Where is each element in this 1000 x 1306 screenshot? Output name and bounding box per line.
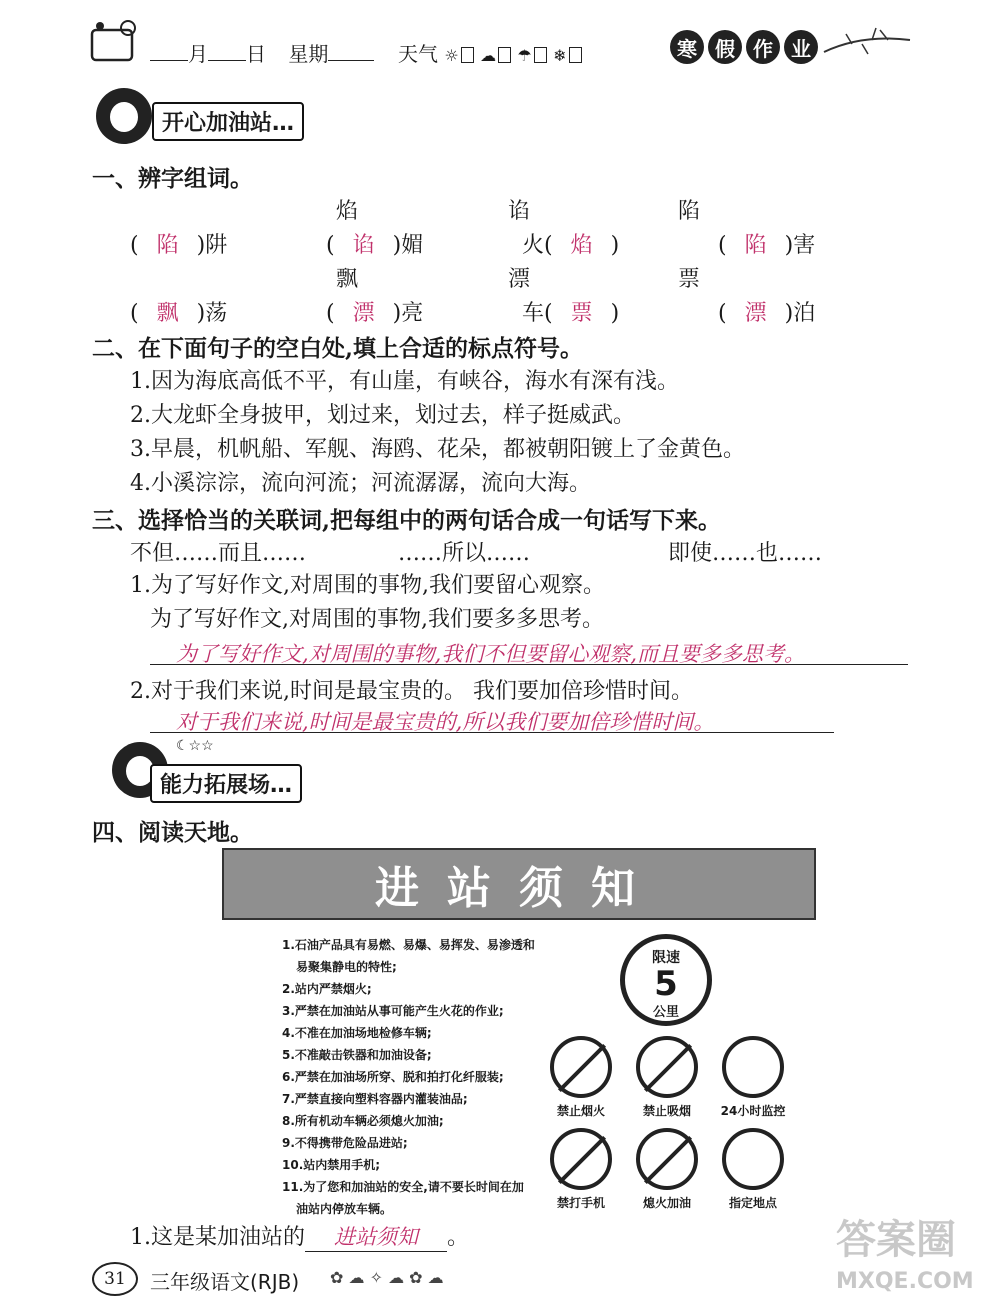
cloud-decoration-icon: ✿ ☁ ✧ ☁ ✿ ☁ — [330, 1268, 444, 1287]
notice-rule: 8.所有机动车辆必须熄火加油; — [282, 1114, 444, 1128]
q4-title: 四、阅读天地。 — [92, 819, 253, 846]
weather-checkbox[interactable] — [461, 47, 474, 63]
notice-rule: 油站内停放车辆。 — [296, 1202, 393, 1216]
q1-item: ( 飘 )荡 — [130, 301, 228, 326]
camera-icon — [722, 1036, 784, 1098]
q3-item1-answer: 为了写好作文,对周围的事物,我们不但要留心观察,而且要多多思考。 — [176, 642, 806, 666]
q2-sentence: 2.大龙虾全身披甲，划过来，划过去，样子挺威武。 — [130, 403, 635, 428]
notice-rule: 3.严禁在加油站从事可能产生火花的作业; — [282, 1004, 504, 1018]
badge-char: 寒 — [670, 30, 704, 64]
q3-item2: 2.对于我们来说,时间是最宝贵的。 我们要加倍珍惜时间。 — [130, 679, 693, 704]
notice-rule: 7.严禁直接向塑料容器内灌装油品; — [282, 1092, 468, 1106]
notice-rule: 9.不得携带危险品进站; — [282, 1136, 408, 1150]
q3-item1-b: 为了写好作文,对周围的事物,我们要多多思考。 — [150, 607, 604, 632]
weather-checkbox[interactable] — [569, 47, 582, 63]
q1-item: ( 陷 )阱 — [130, 233, 228, 258]
notice-rule: 10.站内禁用手机; — [282, 1158, 381, 1172]
engine-off-icon — [636, 1128, 698, 1190]
q1-group1-char: 焰 — [336, 199, 359, 224]
q1-group1-char: 陷 — [678, 199, 701, 224]
q1-item: ( 漂 )泊 — [718, 301, 816, 326]
stars-icon: ☾☆☆ — [176, 738, 214, 754]
page-number: 31 — [92, 1262, 138, 1296]
date-line: 月 日 星期 — [150, 38, 374, 67]
notice-rules — [282, 934, 582, 1220]
notice-rule: 11.为了您和加油站的安全,请不要长时间在加 — [282, 1180, 524, 1194]
q1-group2-char: 票 — [678, 267, 701, 292]
weather-checkbox[interactable] — [534, 47, 547, 63]
q3-option: ……所以…… — [398, 541, 531, 566]
penguin-mascot-icon — [96, 88, 152, 144]
winter-homework-badge — [670, 30, 818, 64]
q1-group2-char: 漂 — [508, 267, 531, 292]
section-banner-2: 能力拓展场… — [150, 764, 302, 803]
no-phone-icon — [550, 1128, 612, 1190]
watermark: 答案圈 MXQE.COM — [836, 1217, 974, 1294]
sign-label: 指定地点 — [728, 1196, 777, 1210]
sign-label: 禁止烟火 — [556, 1104, 605, 1118]
q1-item: ( 漂 )亮 — [326, 301, 424, 326]
q2-title: 二、在下面句子的空白处,填上合适的标点符号。 — [92, 335, 584, 362]
snow-icon: ❄ — [553, 46, 567, 65]
q3-item2-answer: 对于我们来说,时间是最宝贵的,所以我们要加倍珍惜时间。 — [176, 710, 715, 734]
notice-rule: 易聚集静电的特性; — [296, 960, 397, 974]
q3-title: 三、选择恰当的关联词,把每组中的两句话合成一句话写下来。 — [92, 507, 722, 534]
q3-option: 不但……而且…… — [130, 541, 307, 566]
notice-rule: 6.严禁在加油场所穿、脱和拍打化纤服装; — [282, 1070, 504, 1084]
notice-image — [222, 848, 816, 1218]
answer-line — [150, 732, 834, 733]
answer-line — [150, 664, 908, 665]
motorcycle-icon — [722, 1128, 784, 1190]
q2-sentence: 3.早晨，机帆船、军舰、海鸥、花朵，都被朝阳镀上了金黄色。 — [130, 437, 745, 462]
notice-rule: 2.站内严禁烟火; — [282, 982, 372, 996]
grade-label: 三年级语文(RJB) — [150, 1270, 300, 1294]
badge-char: 业 — [784, 30, 818, 64]
section-banner-1: 开心加油站… — [152, 102, 304, 141]
no-fire-icon — [550, 1036, 612, 1098]
sign-label: 熄火加油 — [642, 1196, 691, 1210]
q1-item: 车( 票 ) — [522, 301, 620, 326]
branch-decoration-icon — [822, 22, 912, 66]
notice-rule: 1.石油产品具有易燃、易爆、易挥发、易渗透和 — [282, 938, 535, 952]
rain-icon: ☂ — [517, 46, 532, 65]
speed-limit-sign-icon: 限速 5 公里 — [620, 934, 712, 1026]
notice-rule: 4.不准在加油场地检修车辆; — [282, 1026, 432, 1040]
sign-label: 禁打手机 — [556, 1196, 605, 1210]
weather-line: 天气 ☼ ☁ ☂ ❄ — [398, 38, 582, 67]
q4-question1: 1.这是某加油站的 进站须知 。 — [130, 1220, 469, 1252]
cloud-icon: ☁ — [480, 46, 497, 65]
q1-item: ( 陷 )害 — [718, 233, 816, 258]
q3-item1-a: 1.为了写好作文,对周围的事物,我们要留心观察。 — [130, 573, 605, 598]
q1-group2-char: 飘 — [336, 267, 359, 292]
sun-icon: ☼ — [444, 46, 459, 65]
q2-sentence: 4.小溪淙淙，流向河流；河流潺潺，流向大海。 — [130, 471, 591, 496]
tv-mascot-icon — [88, 20, 140, 64]
sign-label: 禁止吸烟 — [642, 1104, 691, 1118]
no-smoking-icon — [636, 1036, 698, 1098]
badge-char: 假 — [708, 30, 742, 64]
q1-item: 火( 焰 ) — [522, 233, 620, 258]
q3-option: 即使……也…… — [668, 541, 823, 566]
notice-title: 进站须知 — [222, 848, 816, 920]
sign-label: 24小时监控 — [720, 1104, 786, 1118]
badge-char: 作 — [746, 30, 780, 64]
q2-sentence: 1.因为海底高低不平，有山崖，有峡谷，海水有深有浅。 — [130, 369, 679, 394]
notice-rule: 5.不准敲击铁器和加油设备; — [282, 1048, 432, 1062]
q1-group1-char: 谄 — [508, 199, 531, 224]
q1-title: 一、辨字组词。 — [92, 165, 253, 192]
weather-checkbox[interactable] — [498, 47, 511, 63]
q1-item: ( 谄 )媚 — [326, 233, 424, 258]
